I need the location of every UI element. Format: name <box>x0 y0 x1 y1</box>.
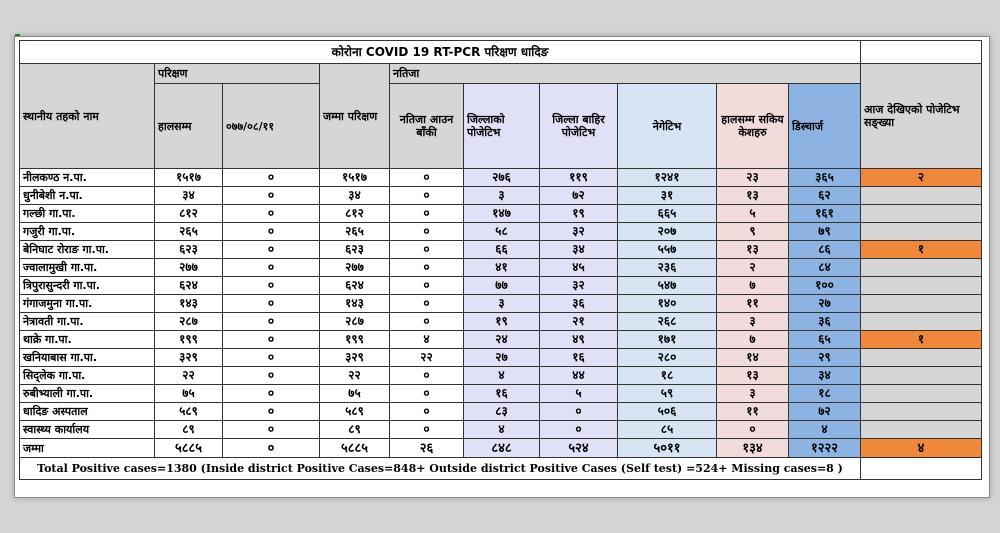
cell-total-test: २६५ <box>320 223 390 241</box>
cell-district-positive: ५८ <box>464 223 540 241</box>
cell-total-test: २७७ <box>320 259 390 277</box>
cell-till-now: ५८९ <box>155 403 223 421</box>
table-row <box>20 295 982 313</box>
cell-negative: २८० <box>618 349 717 367</box>
cell-date: ० <box>223 277 320 295</box>
cell-till-now: ७५ <box>155 385 223 403</box>
cell-name: धादिङ अस्पताल <box>20 403 155 421</box>
total-total-test: ५८८५ <box>320 439 390 458</box>
cell-today-positive: १ <box>861 241 982 259</box>
cell-district-positive: ६६ <box>464 241 540 259</box>
cell-district-positive: ३ <box>464 187 540 205</box>
table-row <box>20 187 982 205</box>
cell-active: ११ <box>717 403 789 421</box>
cell-pending: ० <box>390 367 464 385</box>
cell-till-now: ६२४ <box>155 277 223 295</box>
cell-outside-positive: ५ <box>540 385 618 403</box>
header-date: ०७७/०८/११ <box>223 84 320 169</box>
cell-outside-positive: ११९ <box>540 169 618 187</box>
cell-discharged: ३४ <box>789 367 861 385</box>
cell-till-now: २६५ <box>155 223 223 241</box>
cell-negative: १८ <box>618 367 717 385</box>
total-row <box>20 439 982 458</box>
cell-today-positive <box>861 367 982 385</box>
header-name: स्थानीय तहको नाम <box>20 64 155 169</box>
cell-today-positive <box>861 313 982 331</box>
cell-discharged: २९ <box>789 349 861 367</box>
cell-active: ० <box>717 421 789 439</box>
cell-date: ० <box>223 259 320 277</box>
cell-outside-positive: २१ <box>540 313 618 331</box>
cell-total-test: ३४ <box>320 187 390 205</box>
cell-name: सिद्लेक गा.पा. <box>20 367 155 385</box>
cell-till-now: १९९ <box>155 331 223 349</box>
header-negative: नेगेटिभ <box>618 84 717 169</box>
table-row <box>20 205 982 223</box>
cell-total-test: ८१२ <box>320 205 390 223</box>
cell-active: ७ <box>717 331 789 349</box>
cell-negative: ८५ <box>618 421 717 439</box>
cell-outside-positive: ० <box>540 403 618 421</box>
cell-outside-positive: ७२ <box>540 187 618 205</box>
cell-total-test: ८९ <box>320 421 390 439</box>
cell-date: ० <box>223 295 320 313</box>
cell-today-positive <box>861 223 982 241</box>
cell-name: गंगाजमुना गा.पा. <box>20 295 155 313</box>
cell-discharged: ४ <box>789 421 861 439</box>
cell-till-now: २७७ <box>155 259 223 277</box>
cell-pending: ० <box>390 205 464 223</box>
cell-total-test: १४३ <box>320 295 390 313</box>
cell-name: स्वास्थ्य कार्यालय <box>20 421 155 439</box>
cell-date: ० <box>223 205 320 223</box>
cell-till-now: ८१२ <box>155 205 223 223</box>
cell-discharged: ६५ <box>789 331 861 349</box>
cell-district-positive: ४ <box>464 367 540 385</box>
cell-date: ० <box>223 349 320 367</box>
title-blank-cell <box>861 41 982 64</box>
table-row <box>20 349 982 367</box>
cell-date: ० <box>223 223 320 241</box>
cell-today-positive <box>861 295 982 313</box>
cell-pending: ० <box>390 223 464 241</box>
cell-name: खनियाबास गा.पा. <box>20 349 155 367</box>
total-today-positive: ४ <box>861 439 982 458</box>
cell-pending: ० <box>390 403 464 421</box>
table-row <box>20 331 982 349</box>
cell-till-now: ३२९ <box>155 349 223 367</box>
cell-till-now: २२ <box>155 367 223 385</box>
cell-till-now: ३४ <box>155 187 223 205</box>
cell-date: ० <box>223 367 320 385</box>
cell-district-positive: ४१ <box>464 259 540 277</box>
total-district-positive: ८४८ <box>464 439 540 458</box>
cell-total-test: १९९ <box>320 331 390 349</box>
cell-total-test: २८७ <box>320 313 390 331</box>
cell-negative: ६६५ <box>618 205 717 223</box>
cell-pending: २२ <box>390 349 464 367</box>
cell-outside-positive: १९ <box>540 205 618 223</box>
header-till-now: हालसम्म <box>155 84 223 169</box>
cell-district-positive: ३ <box>464 295 540 313</box>
cell-discharged: १०० <box>789 277 861 295</box>
header-district-positive: जिल्लाको पोजेटिभ <box>464 84 540 169</box>
cell-total-test: ७५ <box>320 385 390 403</box>
table-row <box>20 385 982 403</box>
table-row <box>20 313 982 331</box>
cell-name: गजुरी गा.पा. <box>20 223 155 241</box>
cell-name: थाक्रे गा.पा. <box>20 331 155 349</box>
total-outside-positive: ५२४ <box>540 439 618 458</box>
cell-date: ० <box>223 313 320 331</box>
cell-active: ३ <box>717 385 789 403</box>
cell-date: ० <box>223 241 320 259</box>
cell-today-positive: २ <box>861 169 982 187</box>
total-negative: ५०११ <box>618 439 717 458</box>
table-row <box>20 277 982 295</box>
cell-district-positive: १९ <box>464 313 540 331</box>
cell-pending: ० <box>390 187 464 205</box>
header-outside-positive: जिल्ला बाहिर पोजेटिभ <box>540 84 618 169</box>
cell-total-test: ६२३ <box>320 241 390 259</box>
table-title: कोरोना COVID 19 RT-PCR परिक्षण धादिङ <box>20 41 861 64</box>
cell-pending: ० <box>390 421 464 439</box>
cell-today-positive <box>861 205 982 223</box>
cell-today-positive <box>861 403 982 421</box>
cell-outside-positive: ४५ <box>540 259 618 277</box>
table-row <box>20 241 982 259</box>
cell-name: रुबीभ्याली गा.पा. <box>20 385 155 403</box>
cell-name: ज्वालामुखी गा.पा. <box>20 259 155 277</box>
cell-negative: १४० <box>618 295 717 313</box>
cell-active: २ <box>717 259 789 277</box>
cell-date: ० <box>223 385 320 403</box>
table-row <box>20 403 982 421</box>
cell-today-positive <box>861 421 982 439</box>
cell-today-positive: १ <box>861 331 982 349</box>
cell-negative: १७१ <box>618 331 717 349</box>
header-today-positive: आज देखिएको पोजेटिभ सङ्ख्या <box>861 64 982 169</box>
cell-total-test: २२ <box>320 367 390 385</box>
cell-district-positive: १४७ <box>464 205 540 223</box>
cell-name: बेनिघाट रोराङ गा.पा. <box>20 241 155 259</box>
total-active: १३४ <box>717 439 789 458</box>
cell-date: ० <box>223 169 320 187</box>
cell-discharged: ७९ <box>789 223 861 241</box>
cell-date: ० <box>223 421 320 439</box>
cell-negative: १२४१ <box>618 169 717 187</box>
cell-today-positive <box>861 349 982 367</box>
cell-active: १३ <box>717 241 789 259</box>
cell-discharged: ८४ <box>789 259 861 277</box>
cell-discharged: २७ <box>789 295 861 313</box>
table-row <box>20 367 982 385</box>
cell-active: ११ <box>717 295 789 313</box>
cell-date: ० <box>223 403 320 421</box>
total-discharged: १२२२ <box>789 439 861 458</box>
table-row <box>20 169 982 187</box>
header-pending: नतिजा आउन बाँकी <box>390 84 464 169</box>
cell-discharged: ८६ <box>789 241 861 259</box>
cell-name: धुनीबेशी न.पा. <box>20 187 155 205</box>
cell-district-positive: २७६ <box>464 169 540 187</box>
cell-name: नेत्रावती गा.पा. <box>20 313 155 331</box>
cell-pending: ० <box>390 295 464 313</box>
cell-discharged: १६१ <box>789 205 861 223</box>
covid-test-table <box>19 40 982 480</box>
cell-outside-positive: ० <box>540 421 618 439</box>
cell-district-positive: ७७ <box>464 277 540 295</box>
cell-negative: ५०६ <box>618 403 717 421</box>
total-pending: २६ <box>390 439 464 458</box>
cell-district-positive: ४ <box>464 421 540 439</box>
cell-outside-positive: १६ <box>540 349 618 367</box>
cell-negative: ३१ <box>618 187 717 205</box>
total-till-now: ५८८५ <box>155 439 223 458</box>
cell-district-positive: २४ <box>464 331 540 349</box>
cell-pending: ४ <box>390 331 464 349</box>
cell-negative: २०७ <box>618 223 717 241</box>
table-row <box>20 223 982 241</box>
cell-discharged: १८ <box>789 385 861 403</box>
header-total-test: जम्मा परिक्षण <box>320 64 390 169</box>
cell-active: १४ <box>717 349 789 367</box>
cell-name: गल्छी गा.पा. <box>20 205 155 223</box>
cell-outside-positive: ३२ <box>540 223 618 241</box>
cell-active: ९ <box>717 223 789 241</box>
cell-pending: ० <box>390 385 464 403</box>
cell-active: ५ <box>717 205 789 223</box>
cell-negative: ५५७ <box>618 241 717 259</box>
cell-till-now: १५१७ <box>155 169 223 187</box>
cell-name: त्रिपुरासुन्दरी गा.पा. <box>20 277 155 295</box>
cell-district-positive: ८३ <box>464 403 540 421</box>
cell-till-now: १४३ <box>155 295 223 313</box>
cell-total-test: १५१७ <box>320 169 390 187</box>
cell-discharged: ३६ <box>789 313 861 331</box>
cell-discharged: ३६५ <box>789 169 861 187</box>
cell-outside-positive: ३२ <box>540 277 618 295</box>
cell-total-test: ३२९ <box>320 349 390 367</box>
cell-till-now: ८९ <box>155 421 223 439</box>
cell-negative: ५४७ <box>618 277 717 295</box>
cell-pending: ० <box>390 277 464 295</box>
footer-blank-cell <box>861 458 982 480</box>
cell-till-now: ६२३ <box>155 241 223 259</box>
cell-outside-positive: ४९ <box>540 331 618 349</box>
cell-negative: २६८ <box>618 313 717 331</box>
cell-active: १३ <box>717 187 789 205</box>
cell-till-now: २८७ <box>155 313 223 331</box>
cell-active: ७ <box>717 277 789 295</box>
cell-pending: ० <box>390 169 464 187</box>
cell-outside-positive: ४४ <box>540 367 618 385</box>
cell-active: १३ <box>717 367 789 385</box>
cell-negative: ५९ <box>618 385 717 403</box>
cell-discharged: ७२ <box>789 403 861 421</box>
spreadsheet-sheet <box>14 36 990 498</box>
table-body <box>20 169 982 439</box>
cell-name: नीलकण्ठ न.पा. <box>20 169 155 187</box>
cell-today-positive <box>861 259 982 277</box>
total-date: ० <box>223 439 320 458</box>
header-active: हालसम्म सकिय केशहरु <box>717 84 789 169</box>
cell-district-positive: २७ <box>464 349 540 367</box>
header-discharged: डिस्चार्ज <box>789 84 861 169</box>
cell-discharged: ६२ <box>789 187 861 205</box>
cell-pending: ० <box>390 313 464 331</box>
cell-today-positive <box>861 187 982 205</box>
cell-outside-positive: ३४ <box>540 241 618 259</box>
cell-outside-positive: ३६ <box>540 295 618 313</box>
cell-today-positive <box>861 277 982 295</box>
cell-total-test: ६२४ <box>320 277 390 295</box>
cell-active: २३ <box>717 169 789 187</box>
total-label: जम्मा <box>20 439 155 458</box>
table-row <box>20 259 982 277</box>
cell-pending: ० <box>390 259 464 277</box>
cell-negative: २३६ <box>618 259 717 277</box>
cell-district-positive: १६ <box>464 385 540 403</box>
header-group-result: नतिजा <box>390 64 861 84</box>
cell-today-positive <box>861 385 982 403</box>
cell-pending: ० <box>390 241 464 259</box>
cell-active: ३ <box>717 313 789 331</box>
table-row <box>20 421 982 439</box>
cell-date: ० <box>223 187 320 205</box>
cell-total-test: ५८९ <box>320 403 390 421</box>
header-group-test: परिक्षण <box>155 64 320 84</box>
cell-date: ० <box>223 331 320 349</box>
footer-summary: Total Positive cases=1380 (Inside district Positive Cases=848+ Outside district Positive Cases (Self test) =524+ Missing cases=8 ) <box>20 458 861 480</box>
